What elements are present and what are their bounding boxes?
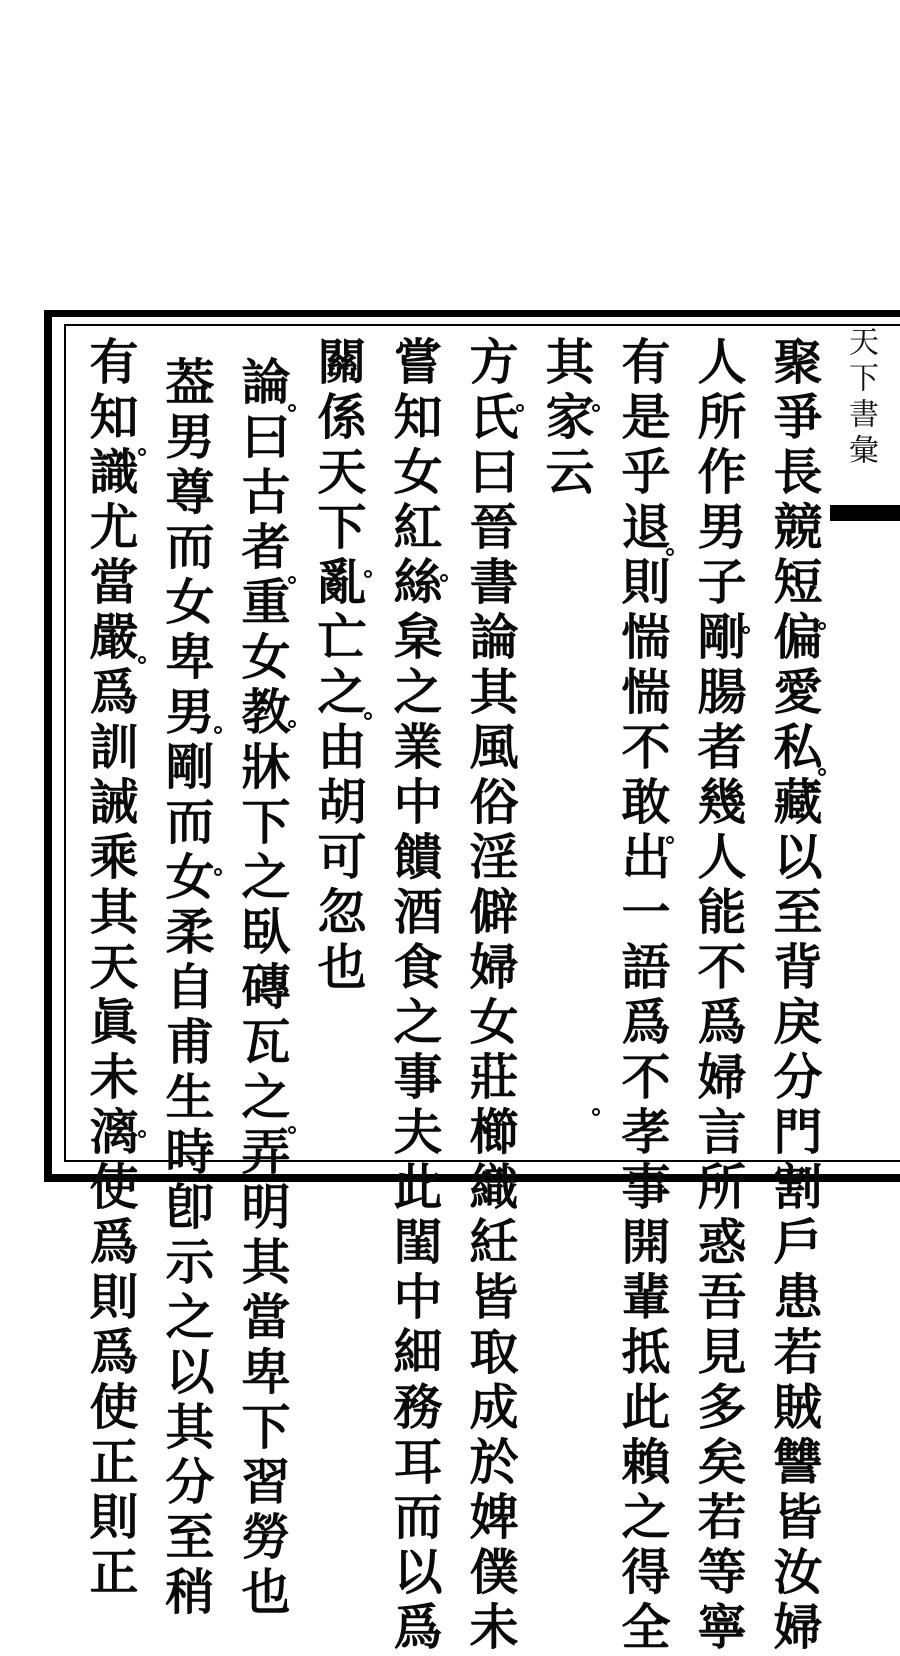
text-column-7: 關係天下亂亡之由胡可忽也 bbox=[310, 336, 368, 996]
text-column-6: 嘗知女紅絲枲之業中饋酒食之事夫此閨中細務耳而以爲 bbox=[386, 336, 444, 1656]
punctuation-mark bbox=[138, 1130, 146, 1138]
punctuation-mark bbox=[288, 576, 296, 584]
punctuation-mark bbox=[214, 726, 222, 734]
punctuation-mark bbox=[364, 712, 372, 720]
punctuation-mark bbox=[440, 574, 448, 582]
text-column-4: 其家云 bbox=[538, 336, 596, 501]
text-column-3: 有是乎退則惴惴不敢出一語爲不孝事開輩抵此賴之得全 bbox=[614, 336, 672, 1656]
punctuation-mark bbox=[592, 404, 600, 412]
punctuation-mark bbox=[818, 622, 826, 630]
text-column-5: 方氏曰晉書論其風俗淫僻婦女莊櫛織紝皆取成於婢僕未 bbox=[462, 336, 520, 1656]
text-column-10: 有知識尤當嚴爲訓誡乘其天眞未漓使爲則爲使正則正 bbox=[82, 336, 140, 1601]
punctuation-mark bbox=[592, 1108, 600, 1116]
punctuation-mark bbox=[742, 626, 750, 634]
punctuation-mark bbox=[138, 448, 146, 456]
fold-edge-text: 天下書彙 bbox=[843, 326, 878, 470]
punctuation-mark bbox=[364, 570, 372, 578]
punctuation-mark bbox=[288, 404, 296, 412]
inner-left-rule bbox=[64, 324, 66, 1162]
punctuation-mark bbox=[516, 404, 524, 412]
text-column-1: 聚爭長競短偏愛私藏以至背戾分門割戶患若賊讐皆汝婦 bbox=[766, 336, 824, 1656]
inner-top-rule bbox=[64, 324, 900, 326]
punctuation-mark bbox=[214, 868, 222, 876]
punctuation-mark bbox=[818, 768, 826, 776]
fold-marker bbox=[830, 505, 900, 521]
punctuation-mark bbox=[138, 656, 146, 664]
punctuation-mark bbox=[288, 720, 296, 728]
punctuation-mark bbox=[288, 1126, 296, 1134]
text-column-9: 葢男尊而女卑男剛而女柔自甫生時卽示之以其分至稍 bbox=[158, 356, 216, 1621]
text-column-8: 論曰古者重女教牀下之臥磚瓦之弄明其當卑下習勞也 bbox=[234, 356, 292, 1621]
punctuation-mark bbox=[666, 836, 674, 844]
punctuation-mark bbox=[666, 548, 674, 556]
text-column-2: 人所作男子剛腸者幾人能不爲婦言所惑吾見多矣若等寧 bbox=[690, 336, 748, 1656]
